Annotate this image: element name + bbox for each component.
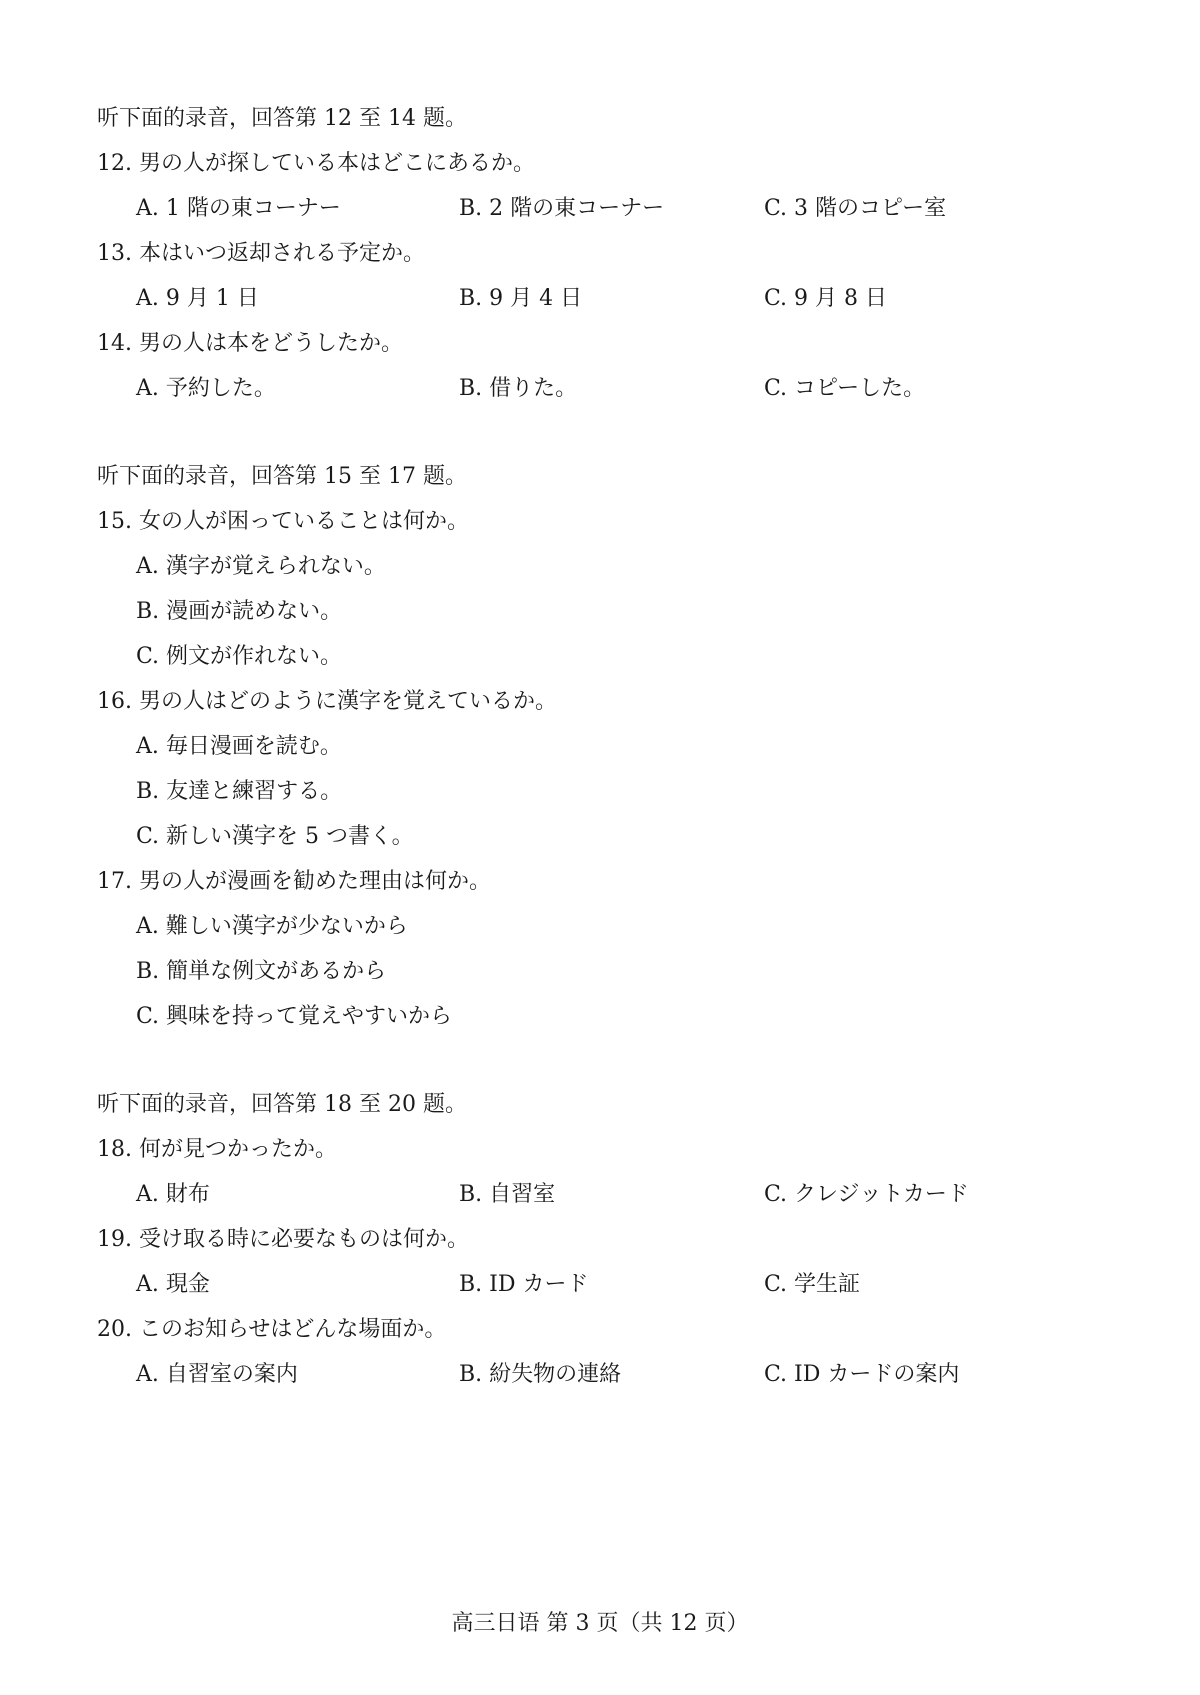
options-19 (0, 1268, 1200, 1302)
question-stem: 16. 男の人はどのように漢字を覚えているか。 (97, 689, 557, 714)
option-17-a (0, 910, 1200, 944)
option-a: A. 財布 (136, 1182, 210, 1207)
question-stem: 20. このお知らせはどんな場面か。 (97, 1317, 447, 1342)
options-20 (0, 1358, 1200, 1392)
option-c: C. クレジットカード (764, 1182, 969, 1207)
option-15-b (0, 595, 1200, 629)
option-b: B. 漫画が読めない。 (136, 599, 343, 624)
question-19 (0, 1223, 1200, 1257)
option-c: C. 例文が作れない。 (136, 644, 343, 669)
option-a: A. 9 月 1 日 (136, 286, 259, 311)
option-c: C. ID カードの案内 (764, 1362, 960, 1387)
option-a: A. 1 階の東コーナー (136, 196, 341, 221)
option-b: B. 9 月 4 日 (459, 286, 583, 311)
option-c: C. 学生証 (764, 1272, 861, 1297)
question-17 (0, 865, 1200, 899)
question-stem: 18. 何が見つかったか。 (97, 1137, 337, 1162)
option-16-c (0, 820, 1200, 854)
option-c: C. コピーした。 (764, 376, 926, 401)
group-instruction: 听下面的录音，回答第 12 至 14 题。 (97, 106, 467, 131)
option-a: A. 毎日漫画を読む。 (136, 734, 342, 759)
options-18 (0, 1178, 1200, 1212)
option-15-a (0, 550, 1200, 584)
page-footer: 高三日语 第 3 页（共 12 页） (451, 1611, 749, 1636)
option-a: A. 予約した。 (136, 376, 276, 401)
question-12 (0, 147, 1200, 181)
question-16 (0, 685, 1200, 719)
question-stem: 14. 男の人は本をどうしたか。 (97, 331, 403, 356)
option-a: A. 難しい漢字が少ないから (136, 914, 408, 939)
question-stem: 15. 女の人が困っていることは何か。 (97, 509, 469, 534)
option-c: C. 9 月 8 日 (764, 286, 888, 311)
option-b: B. 自習室 (459, 1182, 556, 1207)
option-b: B. ID カード (459, 1272, 589, 1297)
group-instruction: 听下面的录音，回答第 15 至 17 题。 (97, 464, 467, 489)
options-12 (0, 192, 1200, 226)
option-c: C. 興味を持って覚えやすいから (136, 1004, 453, 1029)
question-15 (0, 505, 1200, 539)
option-c: C. 3 階のコピー室 (764, 196, 947, 221)
instruction-line (0, 1088, 1200, 1122)
option-b: B. 友達と練習する。 (136, 779, 343, 804)
options-14 (0, 372, 1200, 406)
question-stem: 19. 受け取る時に必要なものは何か。 (97, 1227, 469, 1252)
question-stem: 13. 本はいつ返却される予定か。 (97, 241, 425, 266)
option-b: B. 簡単な例文があるから (136, 959, 387, 984)
question-stem: 12. 男の人が探している本はどこにあるか。 (97, 151, 535, 176)
option-16-a (0, 730, 1200, 764)
instruction-line (0, 460, 1200, 494)
option-15-c (0, 640, 1200, 674)
options-13 (0, 282, 1200, 316)
option-a: A. 漢字が覚えられない。 (136, 554, 386, 579)
question-14 (0, 327, 1200, 361)
option-b: B. 紛失物の連絡 (459, 1362, 622, 1387)
option-a: A. 自習室の案内 (136, 1362, 298, 1387)
question-13 (0, 237, 1200, 271)
group-instruction: 听下面的录音，回答第 18 至 20 题。 (97, 1092, 467, 1117)
option-17-c (0, 1000, 1200, 1034)
option-b: B. 2 階の東コーナー (459, 196, 665, 221)
question-stem: 17. 男の人が漫画を勧めた理由は何か。 (97, 869, 491, 894)
option-c: C. 新しい漢字を 5 つ書く。 (136, 824, 414, 849)
option-b: B. 借りた。 (459, 376, 578, 401)
instruction-line (0, 102, 1200, 136)
question-20 (0, 1313, 1200, 1347)
option-17-b (0, 955, 1200, 989)
option-16-b (0, 775, 1200, 809)
question-18 (0, 1133, 1200, 1167)
option-a: A. 現金 (136, 1272, 210, 1297)
